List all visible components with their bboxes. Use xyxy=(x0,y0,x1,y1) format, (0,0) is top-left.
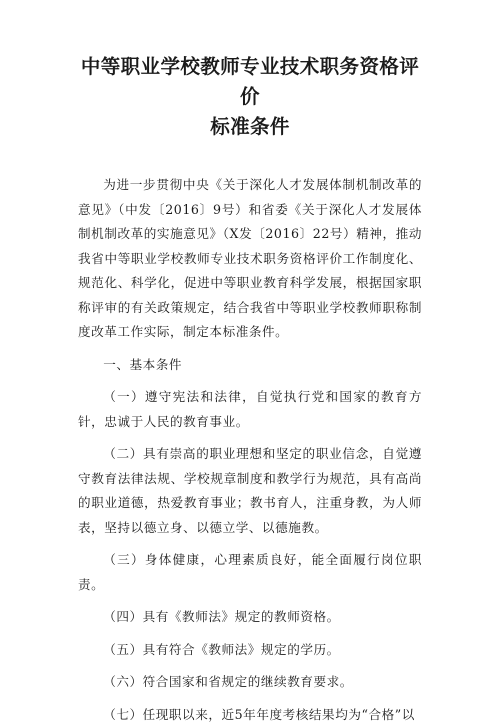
spacer xyxy=(78,662,422,670)
spacer xyxy=(78,377,422,385)
document-title xyxy=(78,52,422,142)
condition-item-5: （五）具有符合《教师法》规定的学历。 xyxy=(78,638,422,663)
condition-item-6: （六）符合国家和省规定的继续教育要求。 xyxy=(78,670,422,695)
condition-item-4: （四）具有《教师法》规定的教师资格。 xyxy=(78,605,422,630)
condition-item-3: （三）身体健康，心理素质良好，能全面履行岗位职责。 xyxy=(78,548,422,597)
document-title-line-2: 标准条件 xyxy=(78,112,422,142)
spacer xyxy=(78,345,422,353)
condition-item-1: （一）遵守宪法和法律，自觉执行党和国家的教育方针，忠诚于人民的教育事业。 xyxy=(78,385,422,434)
intro-paragraph: 为进一步贯彻中央《关于深化人才发展体制机制改革的意见》（中发〔2016〕9号）和省委《关于深化人才发展体制机制改革的实施意见》（X发〔2016〕22号）精神，推动我省中等职业学校教师专业技术职务资格评价工作制度化、规范化、科学化，促进中等职业教育科学发展，根据国家职称评审的有关政策规定，结合我省中等职业学校教师职称制度改革工作实际，制定本标准条件。 xyxy=(78,173,422,345)
spacer xyxy=(78,630,422,638)
spacer xyxy=(78,434,422,442)
spacer xyxy=(78,597,422,605)
document-title-line-1: 中等职业学校教师专业技术职务资格评价 xyxy=(78,52,422,112)
condition-item-2: （二）具有崇高的职业理想和坚定的职业信念，自觉遵守教育法律法规、学校规章制度和教学行为规范，具有高尚的职业道德，热爱教育事业；教书育人，注重身教，为人师表，坚持以德立身、以德立学、以德施教。 xyxy=(78,442,422,540)
spacer xyxy=(78,695,422,703)
spacer xyxy=(78,540,422,548)
condition-item-7: （七）任现职以来，近5年年度考核结果均为“合格”以 xyxy=(78,703,422,727)
section-heading-basic-conditions: 一、基本条件 xyxy=(78,353,422,378)
